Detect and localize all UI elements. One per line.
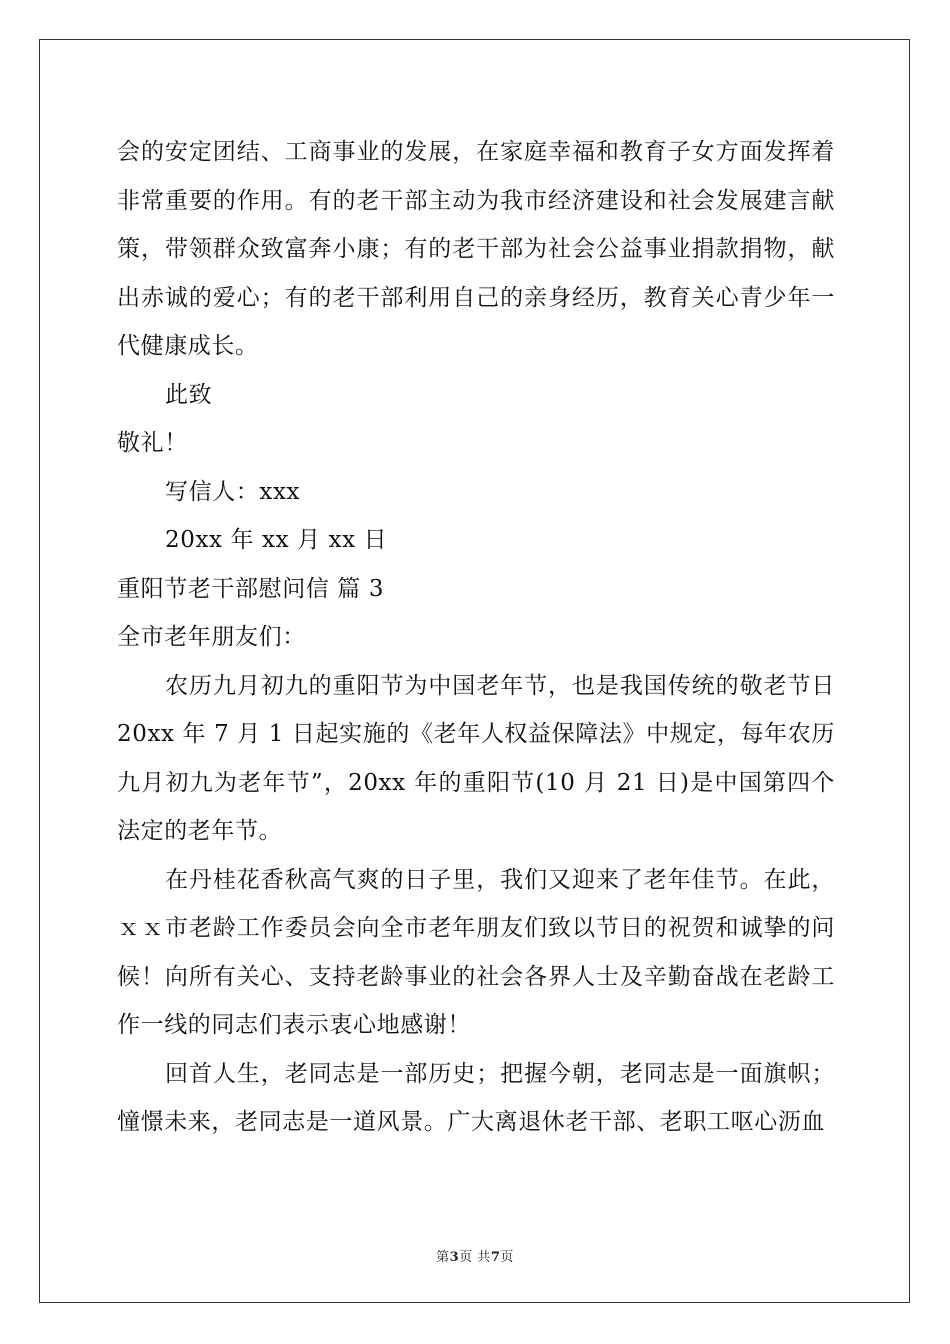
letter-date: 20xx 年 xx 月 xx 日	[165, 527, 388, 553]
page-number-current: 3	[449, 1250, 460, 1265]
page-number-suffix: 页	[500, 1250, 514, 1265]
document-body	[117, 128, 835, 1147]
page-number-prefix: 第	[436, 1250, 450, 1265]
closing-respect: 敬礼！	[117, 430, 188, 456]
paragraph-continuation: 会的安定团结、工商事业的发展，在家庭幸福和教育子女方面发挥着非常重要的作用。有的老干部主动为我市经济建设和社会发展建言献策，带领群众致富奔小康；有的老干部为社会公益事业捐款捐物，献出赤诚的爱心；有的老干部利用自己的亲身经历，教育关心青少年一代健康成长。	[117, 139, 835, 359]
page-number-total: 7	[490, 1250, 501, 1265]
paragraph-greetings: 在丹桂花香秋高气爽的日子里，我们又迎来了老年佳节。在此，ｘｘ市老龄工作委员会向全市老年朋友们致以节日的祝贺和诚挚的问候！向所有关心、支持老龄事业的社会各界人士及辛勤奋战在老龄工作一线的同志们表示衷心地感谢！	[117, 866, 835, 1038]
section-title: 重阳节老干部慰问信 篇 3	[117, 575, 385, 602]
letter-greeting: 全市老年朋友们：	[117, 624, 306, 650]
paragraph-festival-intro: 农历九月初九的重阳节为中国老年节，也是我国传统的敬老节日 20xx 年 7 月 1 日起实施的《老年人权益保障法》中规定，每年农历九月初九为老年节”，20xx 年的重阳节(10 月 21 日)是中国第四个法定的老年节。	[117, 672, 835, 844]
page-number-mid: 页 共	[459, 1250, 491, 1265]
paragraph-retrospect: 回首人生，老同志是一部历史；把握今朝，老同志是一面旗帜；憧憬未来，老同志是一道风景。广大离退休老干部、老职工呕心沥血	[117, 1060, 835, 1135]
page-footer	[0, 1246, 950, 1265]
closing-salutation: 此致	[165, 381, 213, 408]
letter-signature: 写信人：xxx	[165, 478, 301, 505]
